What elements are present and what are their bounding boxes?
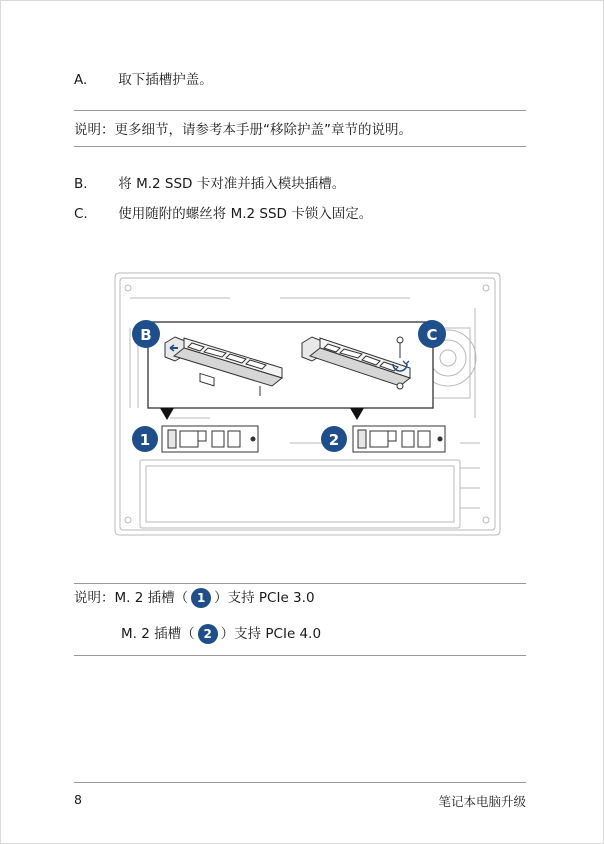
step-a xyxy=(74,68,213,88)
note2-line1-pre: M. 2 插槽（ xyxy=(114,590,189,606)
note1-bottom-rule xyxy=(74,146,526,147)
note1 xyxy=(74,118,412,138)
step-b xyxy=(74,172,345,192)
callout-c xyxy=(418,320,446,348)
note2-prefix: 说明： xyxy=(74,590,115,606)
note2-line-2 xyxy=(121,622,321,644)
callout-c-label: C xyxy=(426,326,438,344)
footer-rule xyxy=(74,782,526,783)
note2-badge-2: 2 xyxy=(198,624,218,644)
note2-line2-post: ）支持 PCIe 4.0 xyxy=(220,626,322,642)
note2-line1-post: ）支持 PCIe 3.0 xyxy=(214,590,315,606)
step-c-label: C. xyxy=(74,206,88,222)
note2-badge-1: 1 xyxy=(191,588,211,608)
step-b-label: B. xyxy=(74,176,88,192)
slot-badge-1 xyxy=(132,426,158,452)
note2-top-rule xyxy=(74,583,526,584)
note2-line2-pre: M. 2 插槽（ xyxy=(121,626,195,642)
note1-top-rule xyxy=(74,110,526,111)
section-title: 笔记本电脑升级 xyxy=(438,794,526,809)
step-a-label: A. xyxy=(74,72,88,88)
m2-slot-2 xyxy=(353,426,445,452)
step-c xyxy=(74,202,372,222)
m2-slot-1 xyxy=(162,426,258,452)
step-a-text: 取下插槽护盖。 xyxy=(118,72,213,88)
ssd-install-diagram xyxy=(110,268,505,538)
slot-badge-2 xyxy=(321,426,347,452)
note2-bottom-rule xyxy=(74,655,526,656)
slot-badge-2-label: 2 xyxy=(328,431,340,449)
page-number: 8 xyxy=(74,792,82,807)
callout-b-label: B xyxy=(140,326,152,344)
step-c-text: 使用随附的螺丝将 M.2 SSD 卡锁入固定。 xyxy=(118,206,373,222)
slot-badge-1-label: 1 xyxy=(139,431,151,449)
note1-text: 说明：更多细节，请参考本手册“移除护盖”章节的说明。 xyxy=(74,122,412,138)
pointer-2 xyxy=(350,408,364,420)
callout-b xyxy=(132,320,160,348)
note2-line-1 xyxy=(74,586,315,608)
step-b-text: 将 M.2 SSD 卡对准并插入模块插槽。 xyxy=(118,176,346,192)
